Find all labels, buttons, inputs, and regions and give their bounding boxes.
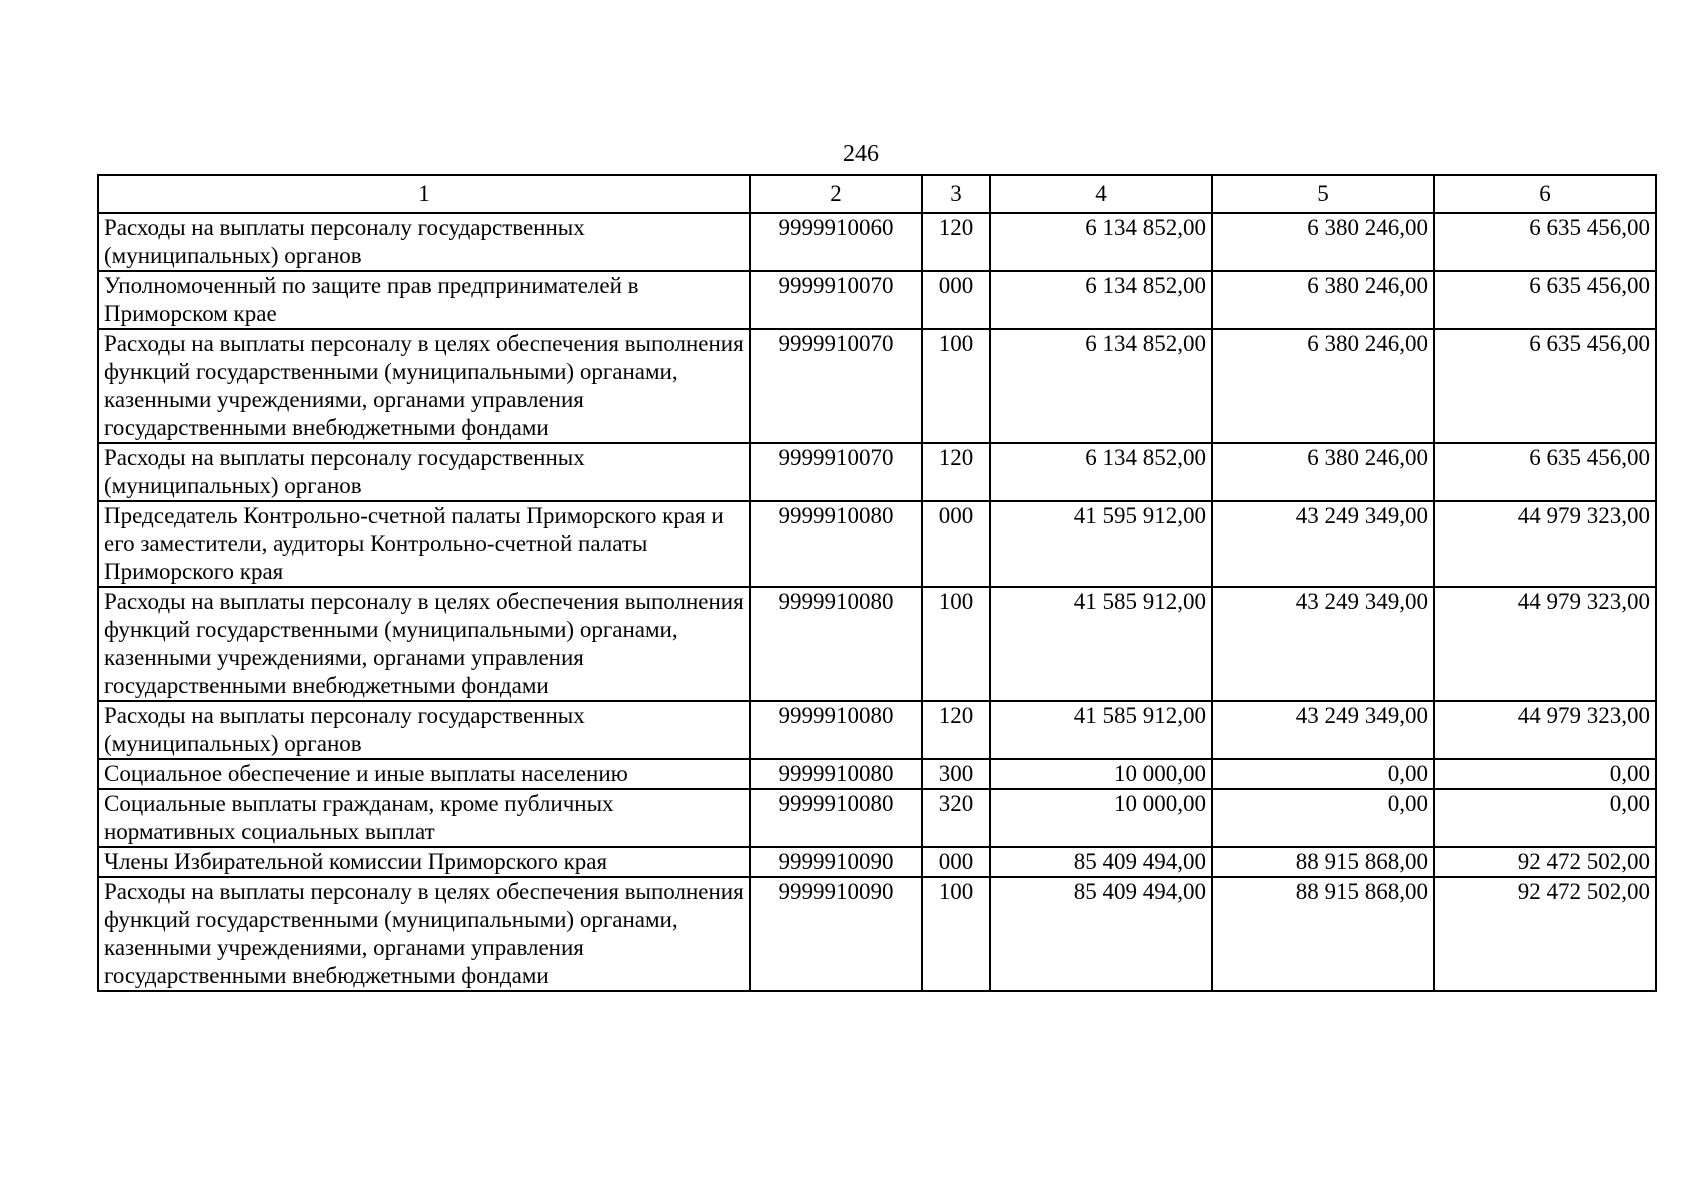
- row-code: 9999910090: [750, 877, 922, 991]
- row-value-4: 10 000,00: [990, 789, 1212, 847]
- row-value-4: 41 585 912,00: [990, 701, 1212, 759]
- row-description: Расходы на выплаты персоналу государственных (муниципальных) органов: [98, 701, 750, 759]
- row-value-5: 6 380 246,00: [1212, 213, 1434, 271]
- table-row: [98, 701, 1656, 759]
- table-row: [98, 847, 1656, 877]
- row-value-4: 85 409 494,00: [990, 847, 1212, 877]
- budget-table: [97, 174, 1657, 992]
- row-value-6: 92 472 502,00: [1434, 877, 1656, 991]
- row-value-6: 92 472 502,00: [1434, 847, 1656, 877]
- row-value-6: 6 635 456,00: [1434, 213, 1656, 271]
- row-value-4: 85 409 494,00: [990, 877, 1212, 991]
- table-row: [98, 501, 1656, 587]
- table-row: [98, 789, 1656, 847]
- row-description: Социальное обеспечение и иные выплаты населению: [98, 759, 750, 789]
- row-description: Расходы на выплаты персоналу государственных (муниципальных) органов: [98, 213, 750, 271]
- header-col-5: 5: [1212, 175, 1434, 213]
- row-value-4: 41 595 912,00: [990, 501, 1212, 587]
- row-value-5: 88 915 868,00: [1212, 847, 1434, 877]
- row-type: 300: [922, 759, 990, 789]
- row-type: 100: [922, 877, 990, 991]
- row-value-5: 43 249 349,00: [1212, 587, 1434, 701]
- row-type: 000: [922, 271, 990, 329]
- row-value-4: 6 134 852,00: [990, 443, 1212, 501]
- row-code: 9999910080: [750, 587, 922, 701]
- row-value-6: 0,00: [1434, 789, 1656, 847]
- row-type: 000: [922, 501, 990, 587]
- row-value-5: 0,00: [1212, 759, 1434, 789]
- row-value-5: 43 249 349,00: [1212, 501, 1434, 587]
- row-value-5: 6 380 246,00: [1212, 271, 1434, 329]
- row-type: 100: [922, 587, 990, 701]
- row-value-6: 44 979 323,00: [1434, 701, 1656, 759]
- row-value-6: 44 979 323,00: [1434, 587, 1656, 701]
- row-description: Расходы на выплаты персоналу в целях обеспечения выполнения функций государственными (муниципальными) органами, казенными учреждениями, органами управления государственными внебюджетными фондами: [98, 329, 750, 443]
- row-description: Расходы на выплаты персоналу в целях обеспечения выполнения функций государственными (муниципальными) органами, казенными учреждениями, органами управления государственными внебюджетными фондами: [98, 877, 750, 991]
- row-description: Уполномоченный по защите прав предпринимателей в Приморском крае: [98, 271, 750, 329]
- row-value-4: 41 585 912,00: [990, 587, 1212, 701]
- row-code: 9999910060: [750, 213, 922, 271]
- row-value-5: 43 249 349,00: [1212, 701, 1434, 759]
- row-value-6: 6 635 456,00: [1434, 329, 1656, 443]
- page-number: 246: [843, 141, 879, 167]
- table-row: [98, 213, 1656, 271]
- header-col-2: 2: [750, 175, 922, 213]
- row-code: 9999910080: [750, 701, 922, 759]
- row-type: 320: [922, 789, 990, 847]
- table-row: [98, 329, 1656, 443]
- row-value-5: 0,00: [1212, 789, 1434, 847]
- row-type: 120: [922, 213, 990, 271]
- row-type: 100: [922, 329, 990, 443]
- row-value-6: 6 635 456,00: [1434, 271, 1656, 329]
- row-description: Председатель Контрольно-счетной палаты Приморского края и его заместители, аудиторы Контрольно-счетной палаты Приморского края: [98, 501, 750, 587]
- row-description: Члены Избирательной комиссии Приморского края: [98, 847, 750, 877]
- row-value-4: 6 134 852,00: [990, 213, 1212, 271]
- row-value-5: 6 380 246,00: [1212, 443, 1434, 501]
- row-value-4: 10 000,00: [990, 759, 1212, 789]
- row-type: 120: [922, 443, 990, 501]
- table-row: [98, 271, 1656, 329]
- header-col-4: 4: [990, 175, 1212, 213]
- header-row: [98, 175, 1656, 213]
- table-row: [98, 877, 1656, 991]
- row-value-4: 6 134 852,00: [990, 271, 1212, 329]
- row-value-4: 6 134 852,00: [990, 329, 1212, 443]
- header-col-6: 6: [1434, 175, 1656, 213]
- table-row: [98, 587, 1656, 701]
- row-description: Расходы на выплаты персоналу государственных (муниципальных) органов: [98, 443, 750, 501]
- row-code: 9999910070: [750, 329, 922, 443]
- row-value-6: 44 979 323,00: [1434, 501, 1656, 587]
- row-value-5: 88 915 868,00: [1212, 877, 1434, 991]
- row-code: 9999910070: [750, 443, 922, 501]
- row-value-6: 6 635 456,00: [1434, 443, 1656, 501]
- row-type: 000: [922, 847, 990, 877]
- row-code: 9999910080: [750, 789, 922, 847]
- row-value-5: 6 380 246,00: [1212, 329, 1434, 443]
- table-row: [98, 443, 1656, 501]
- table-row: [98, 759, 1656, 789]
- row-code: 9999910080: [750, 501, 922, 587]
- row-description: Расходы на выплаты персоналу в целях обеспечения выполнения функций государственными (муниципальными) органами, казенными учреждениями, органами управления государственными внебюджетными фондами: [98, 587, 750, 701]
- row-code: 9999910080: [750, 759, 922, 789]
- row-code: 9999910090: [750, 847, 922, 877]
- header-col-1: 1: [98, 175, 750, 213]
- row-value-6: 0,00: [1434, 759, 1656, 789]
- row-type: 120: [922, 701, 990, 759]
- header-col-3: 3: [922, 175, 990, 213]
- row-code: 9999910070: [750, 271, 922, 329]
- row-description: Социальные выплаты гражданам, кроме публичных нормативных социальных выплат: [98, 789, 750, 847]
